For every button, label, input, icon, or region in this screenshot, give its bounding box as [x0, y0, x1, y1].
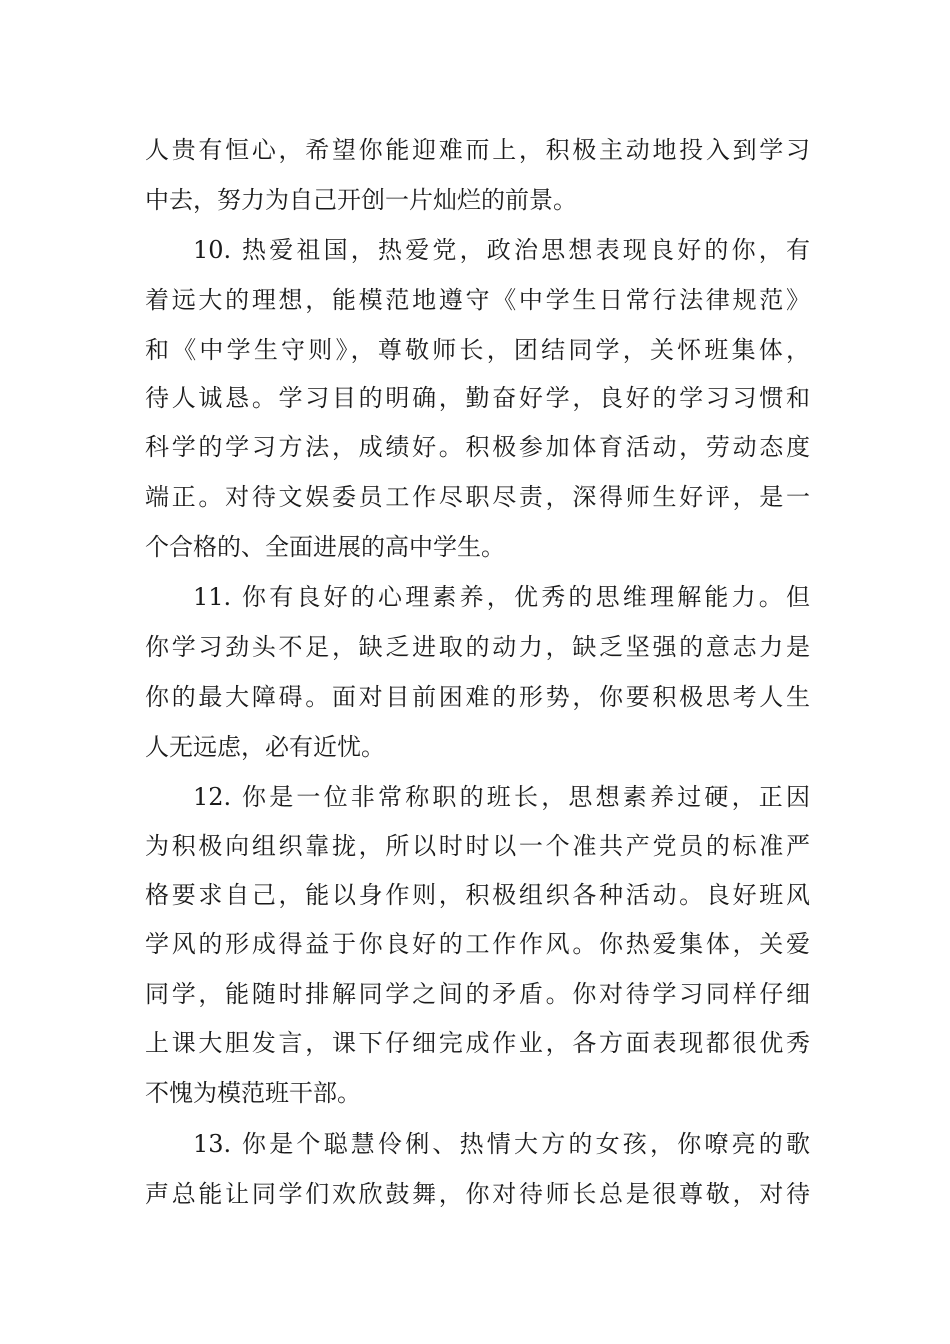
text-line: 格要求自己，能以身作则，积极组织各种活动。良好班风 — [145, 881, 810, 909]
paragraph-10-first-line: 10. 热爱祖国，热爱党，政治思想表现良好的你，有 — [193, 236, 810, 264]
text-line: 你学习劲头不足，缺乏进取的动力，缺乏坚强的意志力是 — [145, 633, 810, 661]
text-line: 你的最大障碍。面对目前困难的形势，你要积极思考人生 — [145, 683, 810, 711]
text-line: 人无远虑，必有近忧。 — [145, 733, 385, 761]
text-line: 不愧为模范班干部。 — [145, 1079, 361, 1107]
paragraph-11-first-line: 11. 你有良好的心理素养，优秀的思维理解能力。但 — [193, 583, 810, 611]
text-line: 和《中学生守则》，尊敬师长，团结同学，关怀班集体， — [145, 336, 810, 364]
paragraph-12-first-line: 12. 你是一位非常称职的班长，思想素养过硬，正因 — [193, 783, 810, 811]
text-line: 为积极向组织靠拢，所以时时以一个准共产党员的标准严 — [145, 832, 810, 860]
text-line: 上课大胆发言，课下仔细完成作业，各方面表现都很优秀 — [145, 1029, 810, 1057]
text-line: 人贵有恒心，希望你能迎难而上，积极主动地投入到学习 — [145, 136, 810, 164]
text-line: 个合格的、全面进展的高中学生。 — [145, 533, 505, 561]
text-line: 同学，能随时排解同学之间的矛盾。你对待学习同样仔细 — [145, 980, 810, 1008]
text-line: 中去，努力为自己开创一片灿烂的前景。 — [145, 186, 577, 214]
text-line: 学风的形成得益于你良好的工作作风。你热爱集体，关爱 — [145, 930, 810, 958]
paragraph-13-first-line: 13. 你是个聪慧伶俐、热情大方的女孩，你嘹亮的歌 — [193, 1130, 810, 1158]
text-line: 声总能让同学们欢欣鼓舞，你对待师长总是很尊敬，对待 — [145, 1180, 810, 1208]
text-line: 科学的学习方法，成绩好。积极参加体育活动，劳动态度 — [145, 433, 810, 461]
text-line: 着远大的理想，能模范地遵守《中学生日常行法律规范》 — [145, 286, 810, 314]
text-line: 端正。对待文娱委员工作尽职尽责，深得师生好评，是一 — [145, 483, 810, 511]
text-line: 待人诚恳。学习目的明确，勤奋好学，良好的学习习惯和 — [145, 384, 810, 412]
